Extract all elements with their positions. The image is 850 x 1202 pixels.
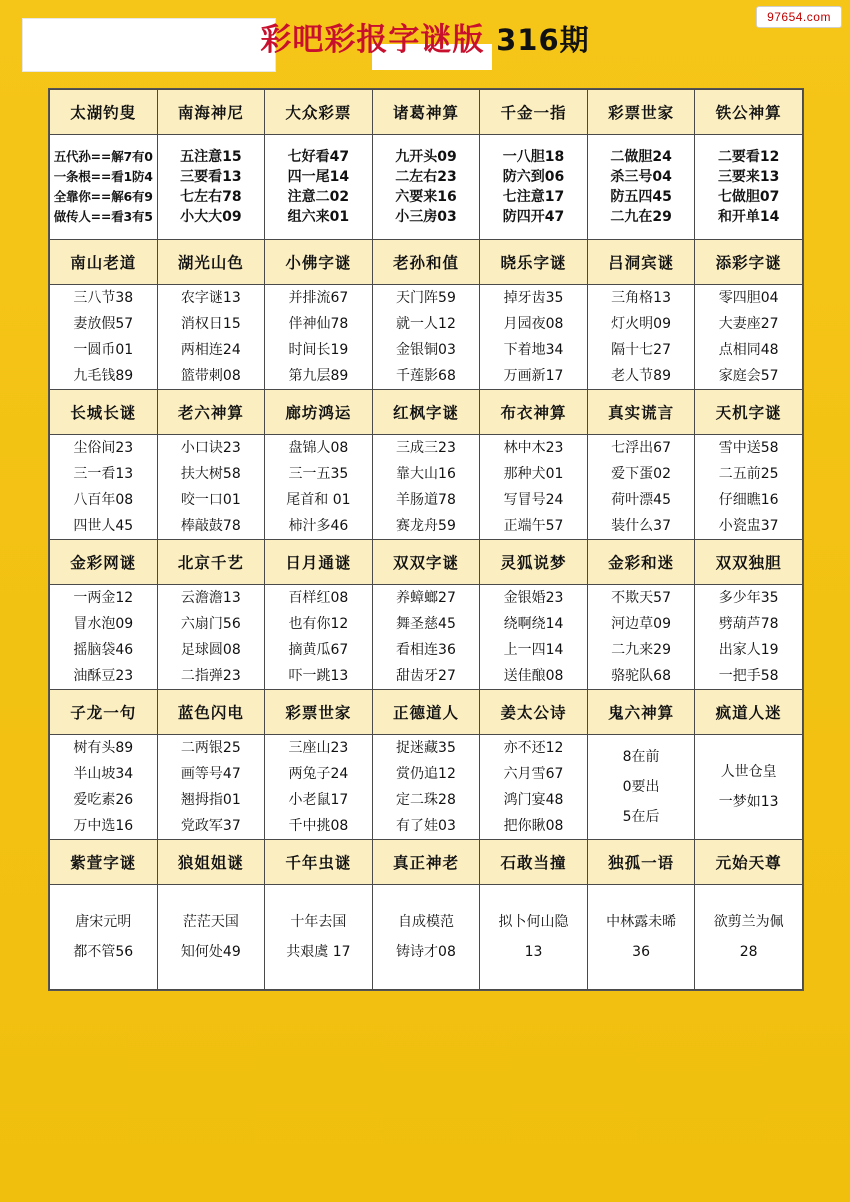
riddle-line: 妻放假57 xyxy=(73,316,134,332)
riddle-line: 三成三23 xyxy=(396,440,456,456)
riddle-line: 摇脑袋46 xyxy=(73,642,134,658)
riddle-cell xyxy=(372,735,480,840)
riddle-cell xyxy=(695,435,803,540)
riddle-line: 13 xyxy=(524,944,543,960)
column-header-cell: 双双独胆 xyxy=(695,540,803,585)
riddle-line: 天门阵59 xyxy=(396,290,456,306)
content-row xyxy=(50,735,803,840)
riddle-line: 做传人==看3有5 xyxy=(53,209,153,224)
page-title-text: 彩吧彩报字谜版 xyxy=(260,22,485,58)
riddle-line: 四世人45 xyxy=(73,518,134,534)
column-header-cell: 石敢当撞 xyxy=(480,840,588,885)
column-header-cell: 独孤一语 xyxy=(587,840,695,885)
riddle-grid xyxy=(49,89,803,990)
page-title-issue: 316期 xyxy=(496,23,590,57)
riddle-line: 千莲影68 xyxy=(396,368,456,384)
riddle-line: 老人节89 xyxy=(611,368,671,384)
riddle-line: 不欺天57 xyxy=(611,590,671,606)
riddle-line: 劈葫芦78 xyxy=(718,616,779,632)
riddle-line: 掉牙齿35 xyxy=(503,290,564,306)
riddle-cell xyxy=(50,135,158,240)
riddle-line: 翘拇指01 xyxy=(180,792,241,808)
riddle-line: 防四开47 xyxy=(502,209,565,225)
riddle-line: 雪中送58 xyxy=(718,440,779,456)
riddle-line: 也有你12 xyxy=(288,616,349,632)
riddle-cell xyxy=(372,585,480,690)
riddle-line: 二九来29 xyxy=(611,642,671,658)
riddle-line: 棒敲鼓78 xyxy=(180,518,241,534)
header-row xyxy=(50,240,803,285)
column-header-cell: 老六神算 xyxy=(157,390,265,435)
riddle-line: 两相连24 xyxy=(180,342,241,358)
riddle-line: 铸诗才08 xyxy=(396,944,456,960)
riddle-cell xyxy=(265,135,373,240)
riddle-line: 二两银25 xyxy=(180,740,241,756)
riddle-line: 七注意17 xyxy=(502,189,565,205)
riddle-line: 防五四45 xyxy=(610,189,672,205)
riddle-line: 三要来13 xyxy=(717,169,780,185)
riddle-line: 篮带刺08 xyxy=(180,368,241,384)
column-header-cell: 狼姐姐谜 xyxy=(157,840,265,885)
riddle-line: 党政军37 xyxy=(180,818,241,834)
column-header-cell: 灵狐说梦 xyxy=(480,540,588,585)
riddle-cell xyxy=(265,885,373,990)
riddle-line: 二左右23 xyxy=(395,169,457,185)
riddle-line: 下着地34 xyxy=(503,342,564,358)
riddle-cell xyxy=(265,435,373,540)
riddle-line: 0要出 xyxy=(622,779,660,795)
riddle-line: 消权日15 xyxy=(180,316,241,332)
riddle-line: 一八胆18 xyxy=(502,149,565,165)
riddle-line: 28 xyxy=(739,944,758,960)
riddle-line: 杀三号04 xyxy=(610,169,672,185)
riddle-line: 共艰虞 17 xyxy=(286,944,351,960)
riddle-line: 荷叶漂45 xyxy=(611,492,671,508)
riddle-line: 百样红08 xyxy=(288,590,349,606)
content-row xyxy=(50,435,803,540)
riddle-line: 那种犬01 xyxy=(503,466,564,482)
riddle-line: 二要看12 xyxy=(717,149,780,165)
riddle-line: 正端午57 xyxy=(503,518,564,534)
riddle-line: 半山坡34 xyxy=(73,766,134,782)
content-row xyxy=(50,135,803,240)
riddle-line: 小大大09 xyxy=(180,209,242,225)
column-header-cell: 彩票世家 xyxy=(265,690,373,735)
riddle-line: 三一看13 xyxy=(73,466,134,482)
riddle-line: 出家人19 xyxy=(718,642,779,658)
riddle-line: 家庭会57 xyxy=(718,368,779,384)
riddle-line: 六月雪67 xyxy=(503,766,564,782)
column-header-cell: 湖光山色 xyxy=(157,240,265,285)
riddle-line: 送佳酿08 xyxy=(503,668,564,684)
riddle-line: 爱下蛋02 xyxy=(611,466,671,482)
column-header-cell: 布衣神算 xyxy=(480,390,588,435)
column-header-cell: 蓝色闪电 xyxy=(157,690,265,735)
column-header-cell: 紫萱字谜 xyxy=(50,840,158,885)
riddle-line: 拟卜何山隐 xyxy=(498,914,569,930)
column-header-cell: 千金一指 xyxy=(480,90,588,135)
riddle-line: 零四胆04 xyxy=(718,290,779,306)
riddle-line: 中林露未晞 xyxy=(606,914,677,930)
riddle-line: 七左右78 xyxy=(180,189,242,205)
riddle-line: 农字谜13 xyxy=(180,290,241,306)
riddle-cell xyxy=(587,585,695,690)
riddle-cell xyxy=(695,285,803,390)
header-row xyxy=(50,390,803,435)
riddle-line: 一梦如13 xyxy=(718,794,779,810)
riddle-cell xyxy=(695,585,803,690)
riddle-line: 万中选16 xyxy=(73,818,134,834)
riddle-line: 画等号47 xyxy=(180,766,241,782)
riddle-line: 六要来16 xyxy=(395,189,457,205)
riddle-line: 羊肠道78 xyxy=(396,492,456,508)
riddle-line: 上一四14 xyxy=(503,642,564,658)
riddle-line: 爱吃素26 xyxy=(73,792,134,808)
content-row xyxy=(50,285,803,390)
riddle-cell xyxy=(50,285,158,390)
content-row xyxy=(50,585,803,690)
page-title xyxy=(0,14,850,59)
column-header-cell: 金彩和迷 xyxy=(587,540,695,585)
riddle-line: 一把手58 xyxy=(718,668,779,684)
column-header-cell: 双双字谜 xyxy=(372,540,480,585)
riddle-line: 七浮出67 xyxy=(611,440,671,456)
riddle-line: 六扇门56 xyxy=(180,616,241,632)
riddle-line: 看相连36 xyxy=(396,642,456,658)
riddle-line: 十年去国 xyxy=(290,914,347,930)
riddle-line: 八百年08 xyxy=(73,492,134,508)
riddle-line: 全靠你==解6有9 xyxy=(53,189,153,204)
riddle-line: 多少年35 xyxy=(718,590,779,606)
riddle-line: 三八节38 xyxy=(73,290,134,306)
riddle-cell xyxy=(157,285,265,390)
watermark-label: 97654.com xyxy=(756,6,842,28)
riddle-line: 伴神仙78 xyxy=(288,316,349,332)
riddle-line: 扶大树58 xyxy=(180,466,241,482)
riddle-line: 36 xyxy=(632,944,650,960)
column-header-cell: 正德道人 xyxy=(372,690,480,735)
riddle-line: 养蟑螂27 xyxy=(396,590,456,606)
riddle-line: 写冒号24 xyxy=(503,492,564,508)
riddle-line: 注意二02 xyxy=(287,189,350,205)
riddle-cell xyxy=(157,735,265,840)
riddle-cell xyxy=(50,885,158,990)
riddle-line: 五注意15 xyxy=(180,149,242,165)
riddle-line: 点相同48 xyxy=(718,342,779,358)
riddle-line: 一条根==看1防4 xyxy=(53,169,153,184)
riddle-line: 第九层89 xyxy=(288,368,349,384)
riddle-line: 树有头89 xyxy=(73,740,134,756)
riddle-line: 茫茫天国 xyxy=(182,914,239,930)
riddle-line: 二指弹23 xyxy=(180,668,241,684)
riddle-line: 知何处49 xyxy=(180,944,241,960)
column-header-cell: 真正神老 xyxy=(372,840,480,885)
riddle-cell xyxy=(480,735,588,840)
riddle-line: 把你瞅08 xyxy=(503,818,564,834)
column-header-cell: 疯道人迷 xyxy=(695,690,803,735)
column-header-cell: 铁公神算 xyxy=(695,90,803,135)
riddle-line: 摘黄瓜67 xyxy=(288,642,349,658)
column-header-cell: 金彩网谜 xyxy=(50,540,158,585)
riddle-line: 盘锦人08 xyxy=(288,440,349,456)
riddle-line: 防六到06 xyxy=(502,169,565,185)
riddle-line: 尘俗间23 xyxy=(73,440,134,456)
riddle-line: 自成模范 xyxy=(397,914,454,930)
riddle-line: 舞圣慈45 xyxy=(396,616,456,632)
riddle-line: 林中木23 xyxy=(503,440,564,456)
riddle-line: 咬一口01 xyxy=(180,492,241,508)
riddle-line: 大妻座27 xyxy=(718,316,779,332)
riddle-line: 冒水泡09 xyxy=(73,616,134,632)
header-row xyxy=(50,690,803,735)
column-header-cell: 真实谎言 xyxy=(587,390,695,435)
riddle-line: 隔十七27 xyxy=(611,342,671,358)
riddle-cell xyxy=(480,435,588,540)
column-header-cell: 吕洞宾谜 xyxy=(587,240,695,285)
column-header-cell: 日月通谜 xyxy=(265,540,373,585)
riddle-line: 三要看13 xyxy=(180,169,242,185)
riddle-cell xyxy=(157,435,265,540)
riddle-line: 足球圆08 xyxy=(180,642,241,658)
riddle-board xyxy=(48,88,804,991)
riddle-cell xyxy=(372,435,480,540)
riddle-cell xyxy=(480,135,588,240)
riddle-line: 有了娃03 xyxy=(396,818,456,834)
column-header-cell: 小佛字谜 xyxy=(265,240,373,285)
riddle-cell xyxy=(695,135,803,240)
riddle-line: 九开头09 xyxy=(395,149,457,165)
riddle-line: 千中挑08 xyxy=(288,818,349,834)
riddle-line: 一两金12 xyxy=(73,590,134,606)
riddle-line: 油酥豆23 xyxy=(73,668,134,684)
riddle-cell xyxy=(50,735,158,840)
column-header-cell: 北京千艺 xyxy=(157,540,265,585)
column-header-cell: 彩票世家 xyxy=(587,90,695,135)
riddle-line: 赛龙舟59 xyxy=(396,518,456,534)
riddle-line: 金银婚23 xyxy=(503,590,564,606)
column-header-cell: 太湖钓叟 xyxy=(50,90,158,135)
riddle-line: 小老鼠17 xyxy=(288,792,349,808)
riddle-cell xyxy=(695,735,803,840)
riddle-line: 小三房03 xyxy=(395,209,457,225)
riddle-line: 装什么37 xyxy=(611,518,671,534)
riddle-line: 鸿门宴48 xyxy=(503,792,564,808)
riddle-line: 小口诀23 xyxy=(180,440,241,456)
column-header-cell: 鬼六神算 xyxy=(587,690,695,735)
riddle-line: 月园夜08 xyxy=(503,316,564,332)
column-header-cell: 子龙一句 xyxy=(50,690,158,735)
riddle-cell xyxy=(265,285,373,390)
riddle-line: 骆驼队68 xyxy=(611,668,671,684)
riddle-cell xyxy=(587,135,695,240)
riddle-line: 三一五35 xyxy=(288,466,349,482)
riddle-cell xyxy=(372,135,480,240)
column-header-cell: 千年虫谜 xyxy=(265,840,373,885)
riddle-cell xyxy=(265,585,373,690)
column-header-cell: 诸葛神算 xyxy=(372,90,480,135)
riddle-line: 并排流67 xyxy=(288,290,349,306)
riddle-cell xyxy=(372,285,480,390)
riddle-line: 绕啊绕14 xyxy=(503,616,564,632)
riddle-line: 8在前 xyxy=(622,749,660,765)
riddle-line: 七好看47 xyxy=(287,149,350,165)
riddle-line: 河边草09 xyxy=(611,616,671,632)
riddle-line: 五代孙==解7有0 xyxy=(53,149,153,164)
riddle-line: 甜齿牙27 xyxy=(396,668,456,684)
riddle-cell xyxy=(157,135,265,240)
column-header-cell: 廊坊鸿运 xyxy=(265,390,373,435)
riddle-line: 二做胆24 xyxy=(610,149,672,165)
riddle-line: 三角格13 xyxy=(611,290,671,306)
column-header-cell: 添彩字谜 xyxy=(695,240,803,285)
riddle-line: 四一尾14 xyxy=(287,169,350,185)
riddle-line: 小瓷盅37 xyxy=(718,518,779,534)
riddle-line: 人世仓皇 xyxy=(720,764,777,780)
riddle-cell xyxy=(695,885,803,990)
column-header-cell: 长城长谜 xyxy=(50,390,158,435)
riddle-line: 一圆币01 xyxy=(73,342,134,358)
riddle-line: 二九在29 xyxy=(610,209,672,225)
column-header-cell: 红枫字谜 xyxy=(372,390,480,435)
riddle-line: 定二珠28 xyxy=(396,792,456,808)
riddle-cell xyxy=(157,585,265,690)
riddle-line: 云澹澹13 xyxy=(180,590,241,606)
riddle-line: 时间长19 xyxy=(288,342,349,358)
riddle-line: 欲剪兰为佩 xyxy=(713,914,784,930)
riddle-cell xyxy=(50,585,158,690)
riddle-line: 吓一跳13 xyxy=(288,668,349,684)
riddle-line: 捉迷藏35 xyxy=(396,740,456,756)
riddle-cell xyxy=(587,735,695,840)
column-header-cell: 元始天尊 xyxy=(695,840,803,885)
riddle-line: 就一人12 xyxy=(396,316,456,332)
riddle-cell xyxy=(587,285,695,390)
riddle-cell xyxy=(265,735,373,840)
riddle-line: 两兔子24 xyxy=(288,766,349,782)
column-header-cell: 大众彩票 xyxy=(265,90,373,135)
riddle-line: 尾首和 01 xyxy=(286,492,351,508)
riddle-line: 靠大山16 xyxy=(396,466,456,482)
column-header-cell: 姜太公诗 xyxy=(480,690,588,735)
riddle-line: 都不管56 xyxy=(73,944,134,960)
riddle-line: 灯火明09 xyxy=(611,316,671,332)
riddle-line: 二五前25 xyxy=(718,466,779,482)
header-row xyxy=(50,540,803,585)
riddle-line: 和开单14 xyxy=(717,209,780,225)
riddle-cell xyxy=(480,585,588,690)
column-header-cell: 南海神尼 xyxy=(157,90,265,135)
column-header-cell: 南山老道 xyxy=(50,240,158,285)
content-row xyxy=(50,885,803,990)
riddle-cell xyxy=(50,435,158,540)
riddle-line: 万画新17 xyxy=(503,368,564,384)
column-header-cell: 老孙和值 xyxy=(372,240,480,285)
riddle-line: 金银铜03 xyxy=(396,342,456,358)
riddle-line: 5在后 xyxy=(622,809,660,825)
riddle-line: 亦不还12 xyxy=(503,740,564,756)
riddle-cell xyxy=(157,885,265,990)
riddle-line: 唐宋元明 xyxy=(75,914,132,930)
riddle-line: 九毛钱89 xyxy=(73,368,134,384)
riddle-cell xyxy=(372,885,480,990)
riddle-line: 组六来01 xyxy=(287,209,350,225)
riddle-cell xyxy=(587,885,695,990)
riddle-line: 柿汁多46 xyxy=(288,518,349,534)
riddle-line: 仔细瞧16 xyxy=(718,492,779,508)
riddle-line: 赏仍追12 xyxy=(396,766,456,782)
riddle-cell xyxy=(480,285,588,390)
riddle-line: 三座山23 xyxy=(288,740,349,756)
header-row xyxy=(50,90,803,135)
riddle-line: 七做胆07 xyxy=(717,189,780,205)
column-header-cell: 天机字谜 xyxy=(695,390,803,435)
riddle-cell xyxy=(587,435,695,540)
column-header-cell: 晓乐字谜 xyxy=(480,240,588,285)
header-row xyxy=(50,840,803,885)
riddle-cell xyxy=(480,885,588,990)
